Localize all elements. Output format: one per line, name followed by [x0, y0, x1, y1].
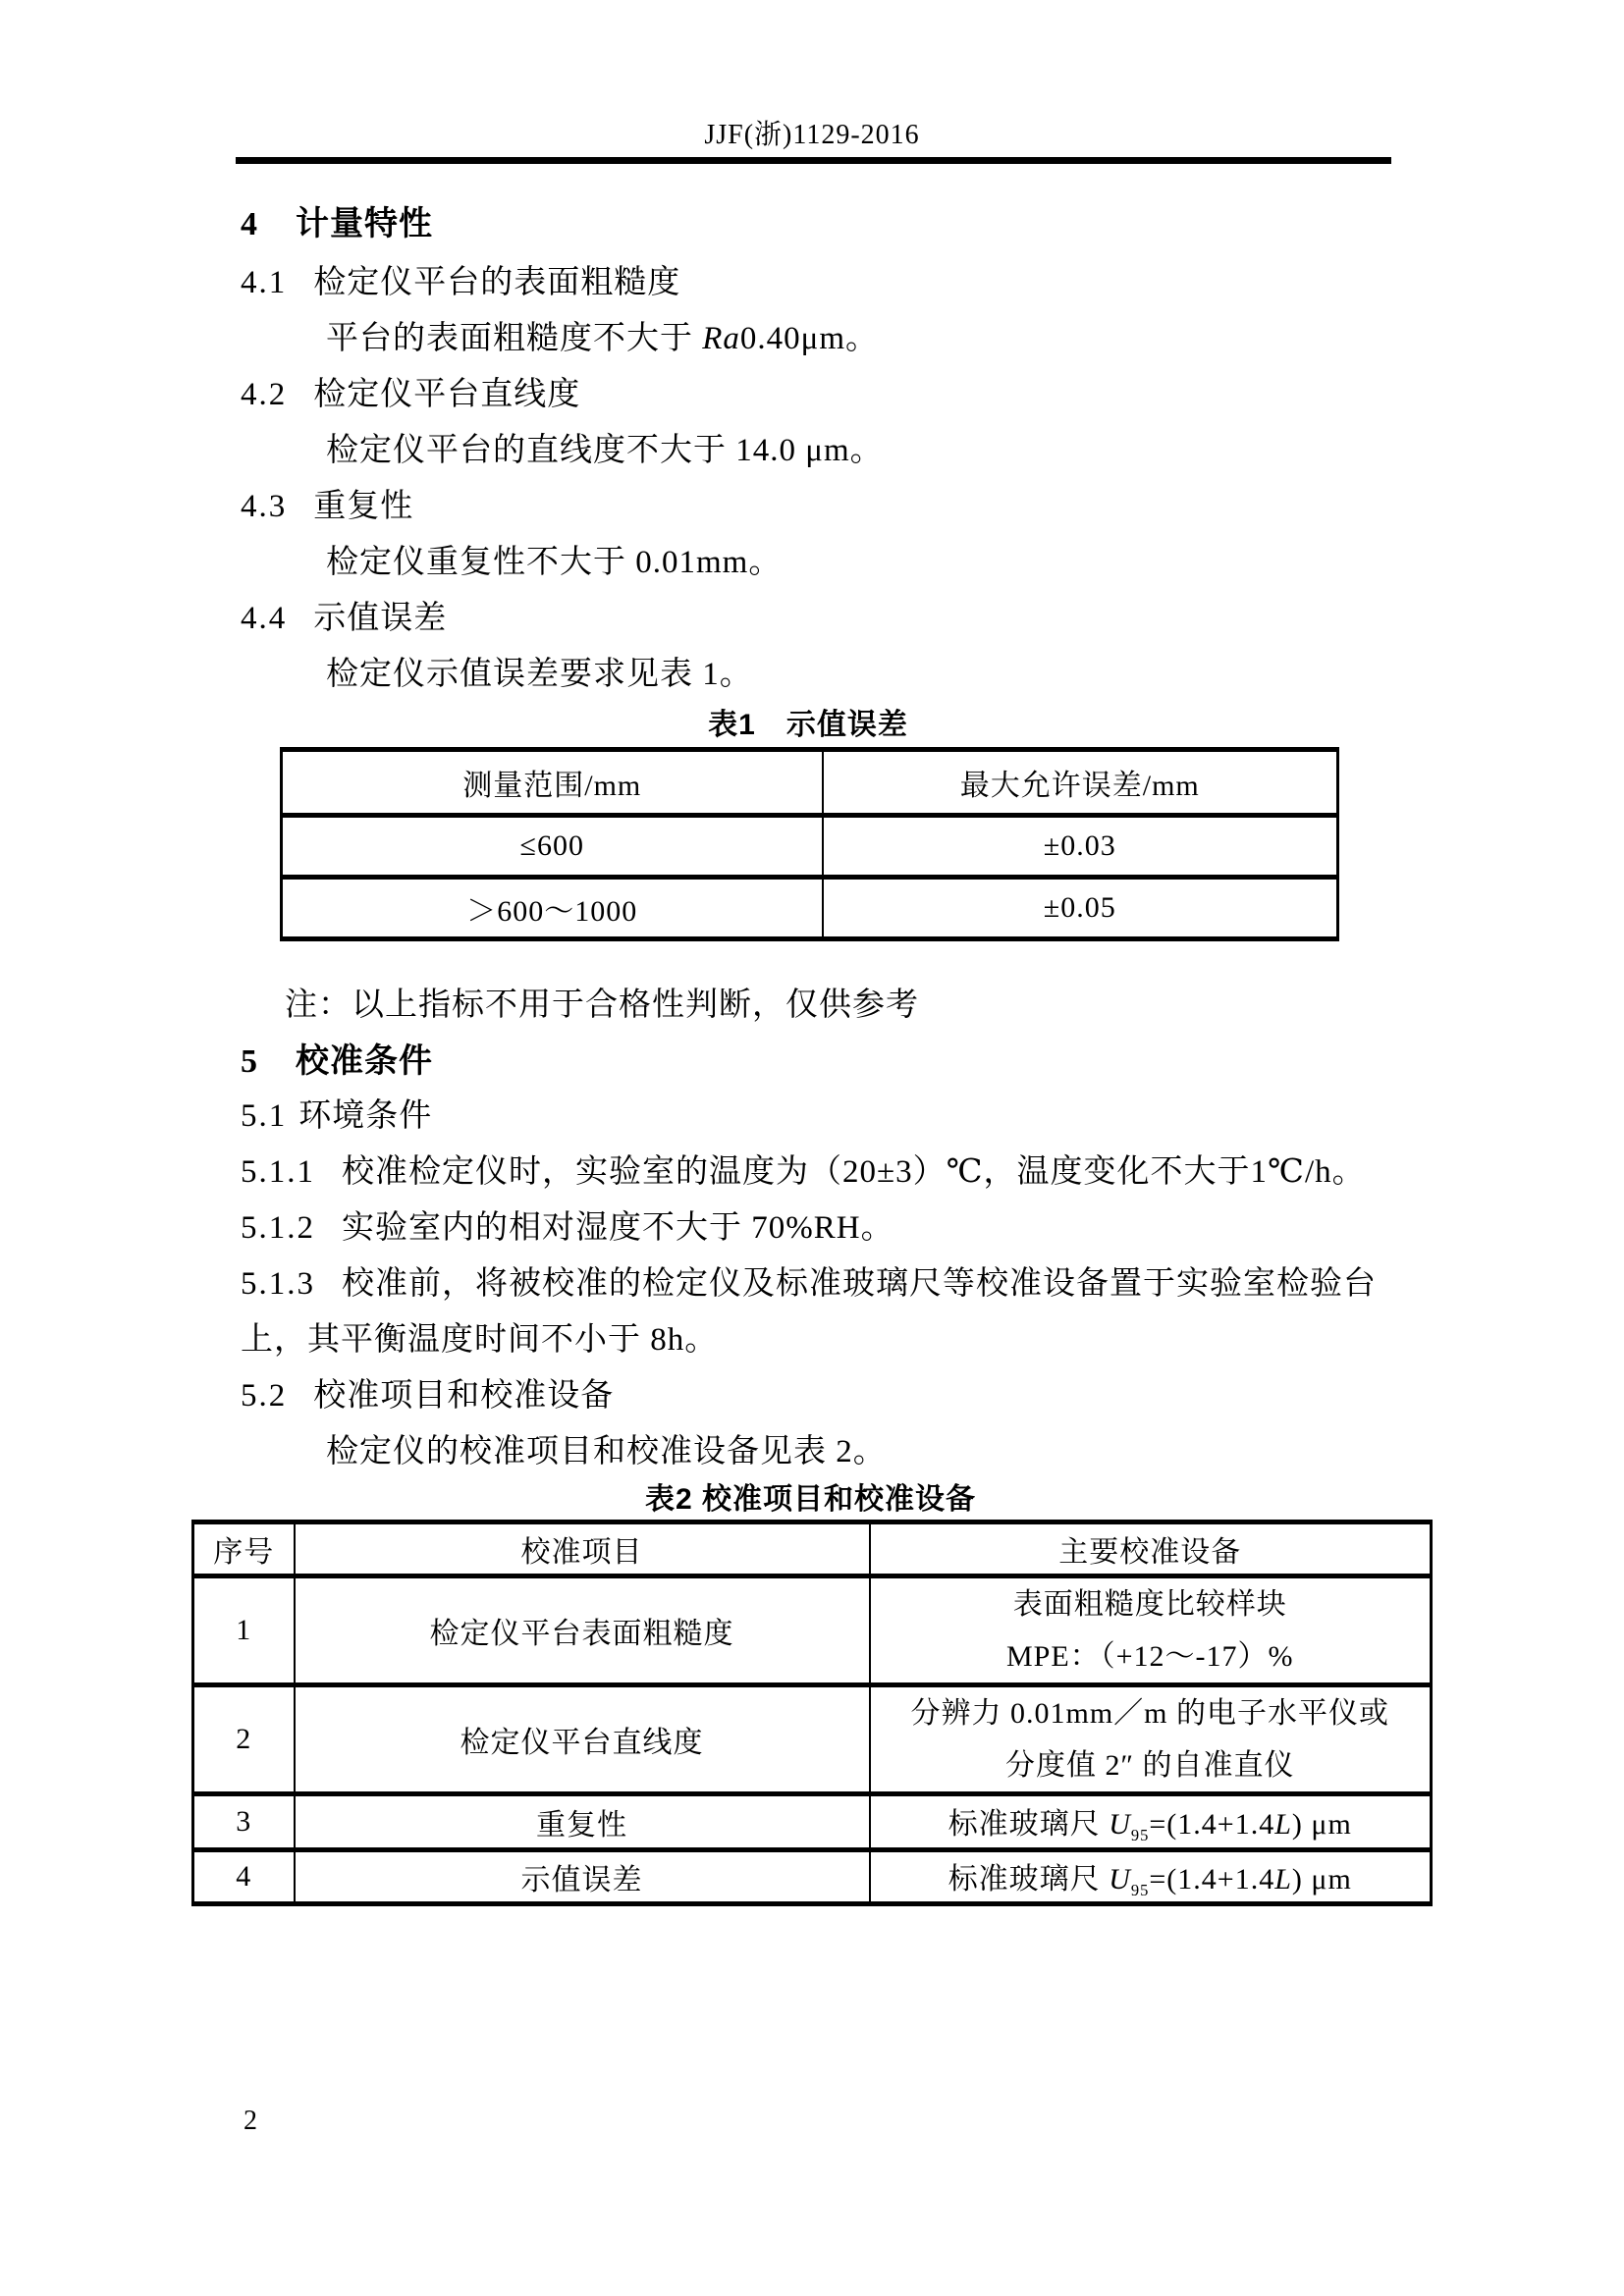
table-row	[282, 878, 1338, 939]
equipment-formula: =(1.4+1.4	[1149, 1862, 1275, 1896]
item-5-1-2-text: 实验室内的相对湿度不大于 70%RH。	[342, 1210, 894, 1246]
item-4-1-heading	[241, 255, 1624, 311]
item-5-2-heading	[241, 1368, 1624, 1424]
section-4-number: 4	[241, 206, 258, 242]
table1-col2-header: 最大允许误差/mm	[823, 750, 1338, 816]
table2-row4-item: 示值误差	[295, 1850, 870, 1904]
item-5-1-3-number: 5.1.3	[241, 1266, 315, 1302]
item-4-1-number: 4.1	[241, 265, 288, 300]
equipment-unit: ) μm	[1291, 1807, 1352, 1841]
table1-header-row	[282, 750, 1338, 816]
item-4-4-number: 4.4	[241, 601, 288, 636]
item-5-2-number: 5.2	[241, 1378, 288, 1414]
item-4-2-heading	[241, 367, 1624, 423]
table2-row4-equipment	[870, 1850, 1432, 1904]
equipment-line: 分辨力 0.01mm／m 的电子水平仪或	[910, 1697, 1389, 1730]
table2-row2-item: 检定仪平台直线度	[295, 1685, 870, 1794]
section-4-heading	[241, 196, 1624, 251]
header-rule	[236, 157, 1391, 164]
table-row	[193, 1685, 1432, 1794]
item-4-4-title: 示值误差	[313, 601, 448, 636]
doc-number: JJF(浙)1129-2016	[704, 120, 920, 150]
table2-row1-no: 1	[193, 1576, 295, 1685]
table1-note: 注：以上指标不用于合格性判断，仅供参考	[285, 988, 919, 1023]
table1-row1-range: ≤600	[282, 816, 823, 878]
item-5-2-title: 校准项目和校准设备	[313, 1378, 615, 1414]
item-5-1-1	[241, 1145, 1624, 1201]
item-5-1-number: 5.1	[241, 1098, 288, 1134]
page-number: 2	[244, 2106, 257, 2136]
item-4-3-body: 检定仪重复性不大于 0.01mm。	[326, 545, 783, 580]
equipment-line: 表面粗糙度比较样块	[1012, 1588, 1287, 1621]
u95-symbol: U	[1109, 1862, 1131, 1896]
item-5-1-1-text: 校准检定仪时，实验室的温度为（20±3）℃，温度变化不大于1℃/h。	[342, 1154, 1366, 1190]
item-4-3-title: 重复性	[313, 489, 414, 524]
item-4-1-title: 检定仪平台的表面粗糙度	[313, 265, 681, 300]
table1	[280, 747, 1339, 941]
section-5-title: 校准条件	[296, 1042, 433, 1080]
item-5-1-3-continuation: 上，其平衡温度时间不小于 8h。	[241, 1322, 719, 1358]
item-4-4-heading	[241, 591, 1624, 647]
table-row	[193, 1850, 1432, 1904]
u95-subscript: 95	[1130, 1825, 1150, 1844]
l-symbol: L	[1274, 1862, 1292, 1896]
table1-caption: 表1 示值误差	[708, 709, 908, 741]
item-4-2-body: 检定仪平台的直线度不大于 14.0 μm。	[326, 433, 884, 468]
section-5-number: 5	[241, 1043, 258, 1080]
item-5-1-title: 环境条件	[298, 1098, 433, 1134]
item-4-1-body-text: 平台的表面粗糙度不大于	[326, 321, 703, 356]
item-4-1-body	[326, 311, 1624, 367]
item-5-1-heading	[241, 1089, 1624, 1145]
ra-symbol: Ra	[702, 321, 740, 356]
table2-row3-item: 重复性	[295, 1794, 870, 1850]
table2-row3-equipment	[870, 1794, 1432, 1850]
table1-row2-range: ＞600～1000	[282, 878, 823, 939]
item-5-1-3	[241, 1256, 1624, 1312]
table2	[191, 1520, 1433, 1906]
table2-row1-equipment	[870, 1576, 1432, 1685]
table2-caption: 表2 校准项目和校准设备	[644, 1483, 977, 1516]
table2-row2-no: 2	[193, 1685, 295, 1794]
item-4-2-number: 4.2	[241, 377, 288, 412]
equipment-line: 分度值 2″ 的自准直仪	[1005, 1749, 1295, 1782]
equipment-text: 标准玻璃尺	[947, 1807, 1110, 1841]
u95-symbol: U	[1109, 1807, 1131, 1841]
table2-header-row	[193, 1522, 1432, 1576]
table2-row1-item: 检定仪平台表面粗糙度	[295, 1576, 870, 1685]
item-5-1-2	[241, 1201, 1624, 1256]
item-5-1-3-text-line1: 校准前，将被校准的检定仪及标准玻璃尺等校准设备置于实验室检验台	[342, 1266, 1377, 1302]
table2-row4-no: 4	[193, 1850, 295, 1904]
l-symbol: L	[1274, 1807, 1292, 1841]
table1-col1-header: 测量范围/mm	[282, 750, 823, 816]
section-5-heading	[241, 1034, 1624, 1089]
table2-row3-no: 3	[193, 1794, 295, 1850]
u95-subscript: 95	[1130, 1880, 1150, 1899]
table1-row2-mpe: ±0.05	[823, 878, 1338, 939]
item-4-3-number: 4.3	[241, 489, 288, 524]
item-4-3-heading	[241, 479, 1624, 535]
table2-header-equipment: 主要校准设备	[870, 1522, 1432, 1576]
section-4-title: 计量特性	[296, 205, 433, 242]
table2-row2-equipment	[870, 1685, 1432, 1794]
table2-header-no: 序号	[193, 1522, 295, 1576]
table1-row1-mpe: ±0.03	[823, 816, 1338, 878]
item-4-1-body-value: 0.40μm。	[739, 321, 880, 356]
equipment-line: MPE：（+12～-17）%	[1005, 1640, 1294, 1673]
table2-header-item: 校准项目	[295, 1522, 870, 1576]
table-row	[282, 816, 1338, 878]
equipment-unit: ) μm	[1291, 1862, 1352, 1896]
item-4-4-body: 检定仪示值误差要求见表 1。	[326, 657, 753, 692]
equipment-text: 标准玻璃尺	[947, 1862, 1110, 1896]
equipment-formula: =(1.4+1.4	[1149, 1807, 1275, 1841]
item-5-1-2-number: 5.1.2	[241, 1210, 315, 1246]
item-5-1-1-number: 5.1.1	[241, 1154, 315, 1190]
table-row	[193, 1794, 1432, 1850]
item-5-2-body: 检定仪的校准项目和校准设备见表 2。	[326, 1434, 887, 1469]
item-4-2-title: 检定仪平台直线度	[313, 377, 581, 412]
table-row	[193, 1576, 1432, 1685]
